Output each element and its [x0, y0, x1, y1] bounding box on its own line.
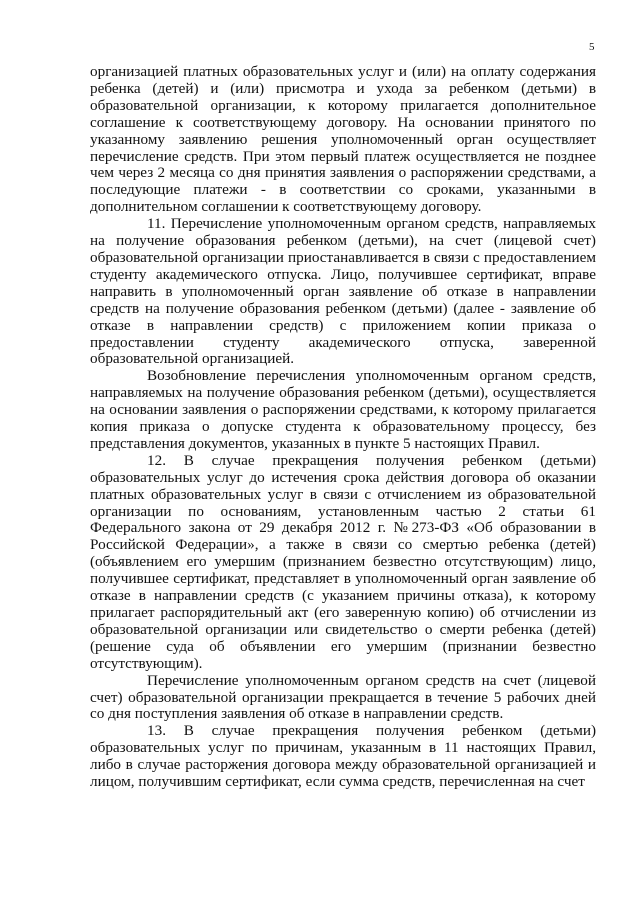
paragraph-resumption: Возобновление перечисления уполномоченным органом средств, направляемых на получение образования ребенком (детьми), осуществляется на основании заявления о распоряжении средствами, к которому прилагается копия приказа о допуске студента к образовательному процессу, без представления документов, указанных в пункте 5 настоящих Правил. [90, 367, 596, 452]
paragraph-item-12: 12. В случае прекращения получения ребенком (детьми) образовательных услуг до истечения срока действия договора об оказании платных образовательных услуг в связи с отчислением из образовательной организации по основаниям, установленным частью 2 статьи 61 Федерального закона от 29 декабря 2012 г. №273-ФЗ «Об образовании в Российской Федерации», а также в связи со смертью ребенка (детей) (объявлением его умершим (признанием безвестно отсутствующим) лицо, получившее сертификат, представляет в уполномоченный орган заявление об отказе в направлении средств (с указанием причины отказа), к которому прилагает распорядительный акт (его заверенную копию) об отчислении из образовательной организации или свидетельство о смерти ребенка (детей) (решение суда об объявлении его умершим (признании безвестно отсутствующим). [90, 451, 596, 672]
paragraph-termination: Перечисление уполномоченным органом средств на счет (лицевой счет) образовательной организации прекращается в течение 5 рабочих дней со дня поступления заявления об отказе в направлении средств. [90, 671, 596, 723]
paragraph-continuation: организацией платных образовательных услуг и (или) на оплату содержания ребенка (детей) и (или) присмотра и ухода за ребенком (детьми) в образовательной организации, к которому прилагается дополнительное соглашение к соответствующему договору. На основании принятого по указанному заявлению решения уполномоченный орган осуществляет перечисление средств. При этом первый платеж осуществляется не позднее чем через 2 месяца со дня принятия заявления о распоряжении средствами, а последующие платежи - в соответствии со сроками, указанными в дополнительном соглашении к соответствующему договору. [90, 63, 596, 216]
paragraph-item-13: 13. В случае прекращения получения ребенком (детьми) образовательных услуг по причинам, указанным в 11 настоящих Правил, либо в случае расторжения договора между образовательной организацией и лицом, получившим сертификат, если сумма средств, перечисленная на счет [90, 722, 596, 791]
page-number: 5 [589, 41, 595, 53]
paragraph-item-11: 11. Перечисление уполномоченным органом средств, направляемых на получение образования ребенком (детьми), на счет (лицевой счет) образовательной организации приостанавливается в связи с предоставлением студенту академического отпуска. Лицо, получившее сертификат, вправе направить в уполномоченный орган заявление об отказе в направлении средств на получение образования ребенком (детьми) (далее - заявление об отказе в направлении средств) с приложением копии приказа о предоставлении студенту академического отпуска, заверенной образовательной организацией. [90, 215, 596, 368]
document-body [90, 64, 596, 791]
